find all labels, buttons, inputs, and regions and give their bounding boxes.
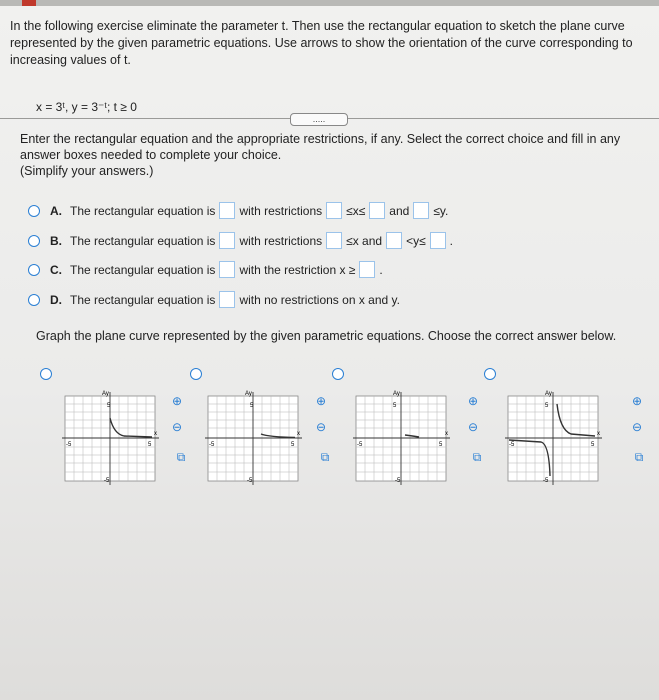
tick-label: -5 (66, 442, 72, 448)
answer-box-equation[interactable] (219, 261, 235, 278)
choice-text: The rectangular equation is (70, 203, 216, 218)
choice-text: and (389, 203, 410, 218)
graph-radio-4[interactable] (484, 368, 496, 380)
choice-c[interactable] (28, 261, 383, 278)
tick-label: 5 (148, 442, 152, 448)
tick-label: 5 (439, 442, 443, 448)
tick-label: -5 (209, 442, 215, 448)
tick-label: 5 (291, 442, 295, 448)
choice-text: The rectangular equation is (70, 262, 216, 277)
choice-a[interactable] (28, 202, 448, 219)
tick-label: -5 (247, 478, 253, 484)
choice-text: with restrictions (239, 233, 323, 248)
instructions-line: Enter the rectangular equation and the appropriate restrictions, if any. Select the correct choice and fill in any answer boxes needed to complete your choice. (20, 132, 621, 162)
radio-b[interactable] (28, 235, 40, 247)
radio-d[interactable] (28, 294, 40, 306)
tick-label: -5 (357, 442, 363, 448)
answer-box-y-upper[interactable] (430, 232, 446, 249)
y-axis-label: Ay (393, 391, 400, 397)
answer-box-y-lower[interactable] (386, 232, 402, 249)
y-axis-label: Ay (245, 391, 252, 397)
x-axis-label: x (297, 431, 300, 437)
choice-text: . (379, 262, 383, 277)
instructions-simplify: (Simplify your answers.) (20, 164, 154, 178)
zoom-out-icon[interactable]: ⊖ (467, 420, 479, 434)
answer-box-x-lower[interactable] (326, 232, 342, 249)
question-sheet (0, 6, 659, 700)
tick-label: 5 (591, 442, 595, 448)
answer-box-equation[interactable] (219, 291, 235, 308)
zoom-out-icon[interactable]: ⊖ (171, 420, 183, 434)
answer-box-equation[interactable] (219, 232, 235, 249)
choice-text: ≤y. (433, 203, 449, 218)
choice-text: The rectangular equation is (70, 292, 216, 307)
zoom-in-icon[interactable]: ⊕ (315, 394, 327, 408)
tick-label: -5 (395, 478, 401, 484)
x-axis-label: x (445, 431, 448, 437)
x-axis-label: x (597, 431, 600, 437)
choice-letter: C. (50, 262, 62, 277)
answer-box-x-upper[interactable] (369, 202, 385, 219)
answer-box-y-lower[interactable] (413, 202, 429, 219)
choice-text: with no restrictions on x and y. (239, 292, 400, 307)
tick-label: 5 (393, 403, 397, 409)
graph-option-2[interactable] (205, 390, 305, 490)
choice-text: <y≤ (406, 233, 426, 248)
zoom-in-icon[interactable]: ⊕ (171, 394, 183, 408)
choice-text: ≤x and (346, 233, 383, 248)
choice-letter: A. (50, 203, 62, 218)
graph-radio-3[interactable] (332, 368, 344, 380)
graph-option-3[interactable] (353, 390, 453, 490)
tick-label: -5 (509, 442, 515, 448)
tick-label: -5 (543, 478, 549, 484)
zoom-out-icon[interactable]: ⊖ (631, 420, 643, 434)
expand-icon[interactable]: ⧉ (634, 450, 644, 464)
answer-box-equation[interactable] (219, 202, 235, 219)
tick-label: 5 (107, 403, 111, 409)
tick-label: -5 (104, 478, 110, 484)
y-axis-label: Ay (545, 391, 552, 397)
expand-icon[interactable]: ⧉ (320, 450, 330, 464)
expand-icon[interactable]: ⧉ (176, 450, 186, 464)
graph-radio-2[interactable] (190, 368, 202, 380)
expand-icon[interactable]: ⧉ (472, 450, 482, 464)
more-button[interactable]: ..... (290, 113, 348, 126)
choice-text: . (449, 233, 454, 248)
choice-letter: D. (50, 292, 62, 307)
zoom-out-icon[interactable]: ⊖ (315, 420, 327, 434)
choice-text: ≤x≤ (346, 203, 366, 218)
question-prompt: In the following exercise eliminate the parameter t. Then use the rectangular equation to sketch the plane curve represented by the given parametric equations. Use arrows to show the orientation of the curve corresponding to increasing values of t. (10, 19, 633, 67)
x-axis-label: x (154, 431, 157, 437)
choice-letter: B. (50, 233, 62, 248)
answer-box-x-lower[interactable] (359, 261, 375, 278)
choice-b[interactable] (28, 232, 453, 249)
zoom-in-icon[interactable]: ⊕ (467, 394, 479, 408)
graph-option-4[interactable] (505, 390, 605, 490)
graph-prompt: Graph the plane curve represented by the given parametric equations. Choose the correct answer below. (36, 329, 617, 343)
parametric-equation: x = 3ᵗ, y = 3⁻ᵗ; t ≥ 0 (36, 100, 137, 114)
radio-c[interactable] (28, 264, 40, 276)
answer-box-x-lower[interactable] (326, 202, 342, 219)
graph-radio-1[interactable] (40, 368, 52, 380)
zoom-in-icon[interactable]: ⊕ (631, 394, 643, 408)
radio-a[interactable] (28, 205, 40, 217)
choice-text: with the restriction x ≥ (239, 262, 356, 277)
choice-d[interactable] (28, 291, 400, 308)
tick-label: 5 (545, 403, 549, 409)
choice-text: with restrictions (239, 203, 323, 218)
graph-option-1[interactable] (62, 390, 162, 490)
instructions (20, 131, 640, 179)
choice-text: The rectangular equation is (70, 233, 216, 248)
y-axis-label: Ay (102, 391, 109, 397)
tick-label: 5 (250, 403, 254, 409)
